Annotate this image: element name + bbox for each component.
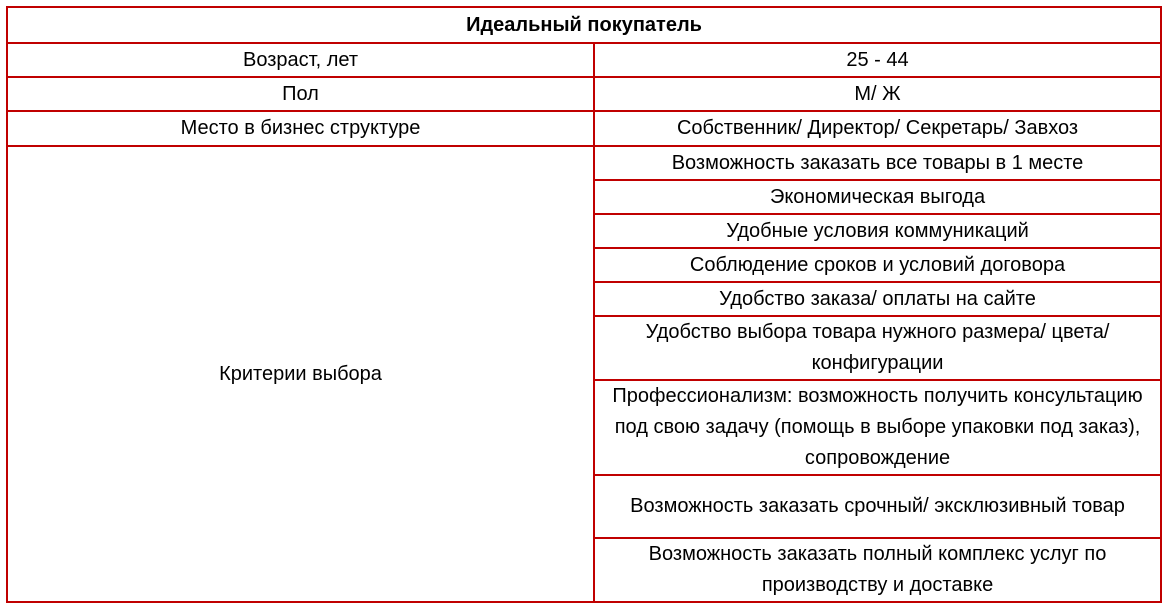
gender-value: М/ Ж: [594, 77, 1161, 111]
table-row: [7, 77, 1161, 111]
criteria-item: Удобные условия коммуникаций: [594, 214, 1161, 248]
criteria-item: Экономическая выгода: [594, 180, 1161, 214]
criteria-item: Возможность заказать срочный/ эксклюзивный товар: [594, 475, 1161, 538]
criteria-item: Соблюдение сроков и условий договора: [594, 248, 1161, 282]
criteria-label: Критерии выбора: [7, 146, 594, 602]
ideal-buyer-table: [6, 6, 1162, 603]
age-label: Возраст, лет: [7, 43, 594, 77]
table-title: Идеальный покупатель: [7, 7, 1161, 43]
table-title-row: [7, 7, 1161, 43]
gender-label: Пол: [7, 77, 594, 111]
criteria-item: Удобство заказа/ оплаты на сайте: [594, 282, 1161, 316]
position-value: Собственник/ Директор/ Секретарь/ Завхоз: [594, 111, 1161, 146]
table-row: [7, 111, 1161, 146]
criteria-item: Возможность заказать все товары в 1 месте: [594, 146, 1161, 180]
criteria-item: Возможность заказать полный комплекс услуг по производству и доставке: [594, 538, 1161, 602]
position-label: Место в бизнес структуре: [7, 111, 594, 146]
table-row: [7, 43, 1161, 77]
table-row: [7, 146, 1161, 180]
criteria-item: Удобство выбора товара нужного размера/ цвета/ конфигурации: [594, 316, 1161, 380]
criteria-item: Профессионализм: возможность получить консультацию под свою задачу (помощь в выборе упаковки под заказ), сопровождение: [594, 380, 1161, 475]
age-value: 25 - 44: [594, 43, 1161, 77]
